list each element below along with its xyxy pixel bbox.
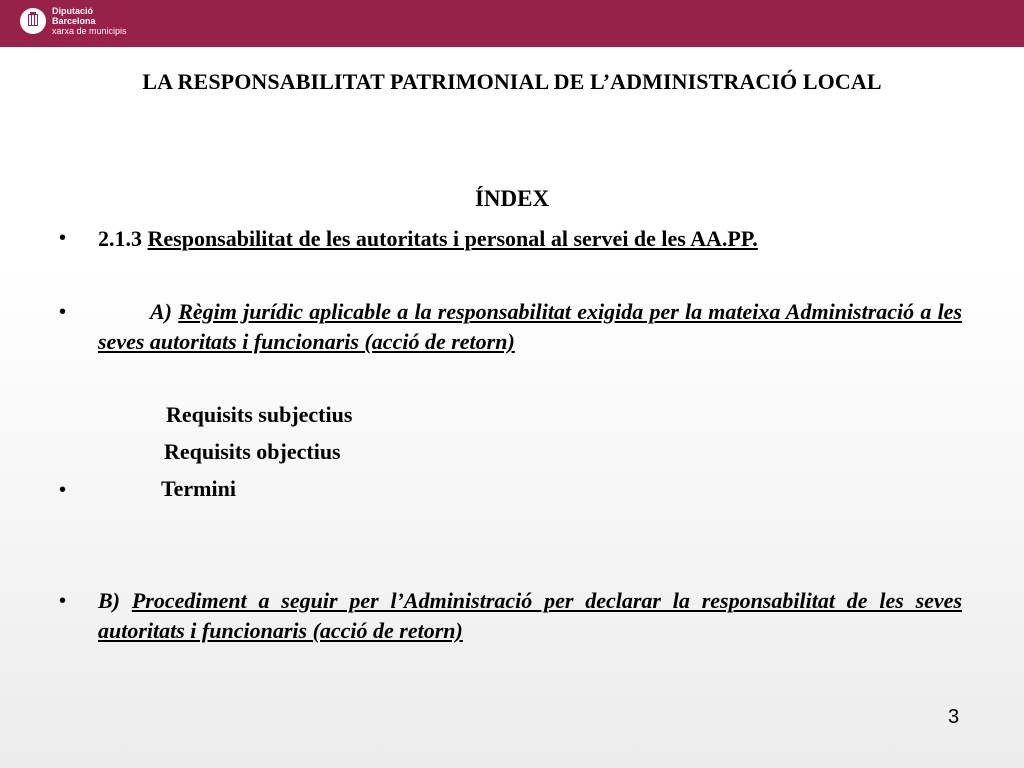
header-bar [0,0,1024,47]
index-item-2 [98,297,962,357]
diputacio-logo [20,8,46,34]
sub-item-termini: Termini [161,476,236,501]
brand-text [52,6,127,36]
slide-title: LA RESPONSABILITAT PATRIMONIAL DE L’ADMINISTRACIÓ LOCAL [142,69,882,94]
bullet-3: • [59,479,67,501]
item1-number: 2.1.3 [98,226,142,251]
bullet-1: • [59,227,67,249]
index-heading: ÍNDEX [474,186,550,211]
brand-name-line2: Barcelona [52,16,96,26]
brand-name-line1: Diputació [52,6,94,16]
index-item-3 [98,586,962,646]
item3-prefix: B) [98,588,120,613]
bullet-4: • [59,590,67,612]
item2-title: Règim jurídic aplicable a la responsabilitat exigida per la mateixa Administració a les seves autoritats i funcionaris (acció de retorn) [98,299,963,354]
bullet-2: • [59,301,67,323]
sub-item-requisits-subjectius: Requisits subjectius [166,402,353,427]
item1-title: Responsabilitat de les autoritats i personal al servei de les AA.PP. [147,226,758,251]
brand-tagline: xarxa de municipis [52,26,127,36]
item3-title: Procediment a seguir per l’Administració per declarar la responsabilitat de les seves autoritats i funcionaris (acció de retorn) [98,588,963,643]
index-item-1 [98,224,962,254]
item2-prefix: A) [150,299,172,324]
sub-item-requisits-objectius: Requisits objectius [164,439,341,464]
page-number: 3 [948,706,960,728]
